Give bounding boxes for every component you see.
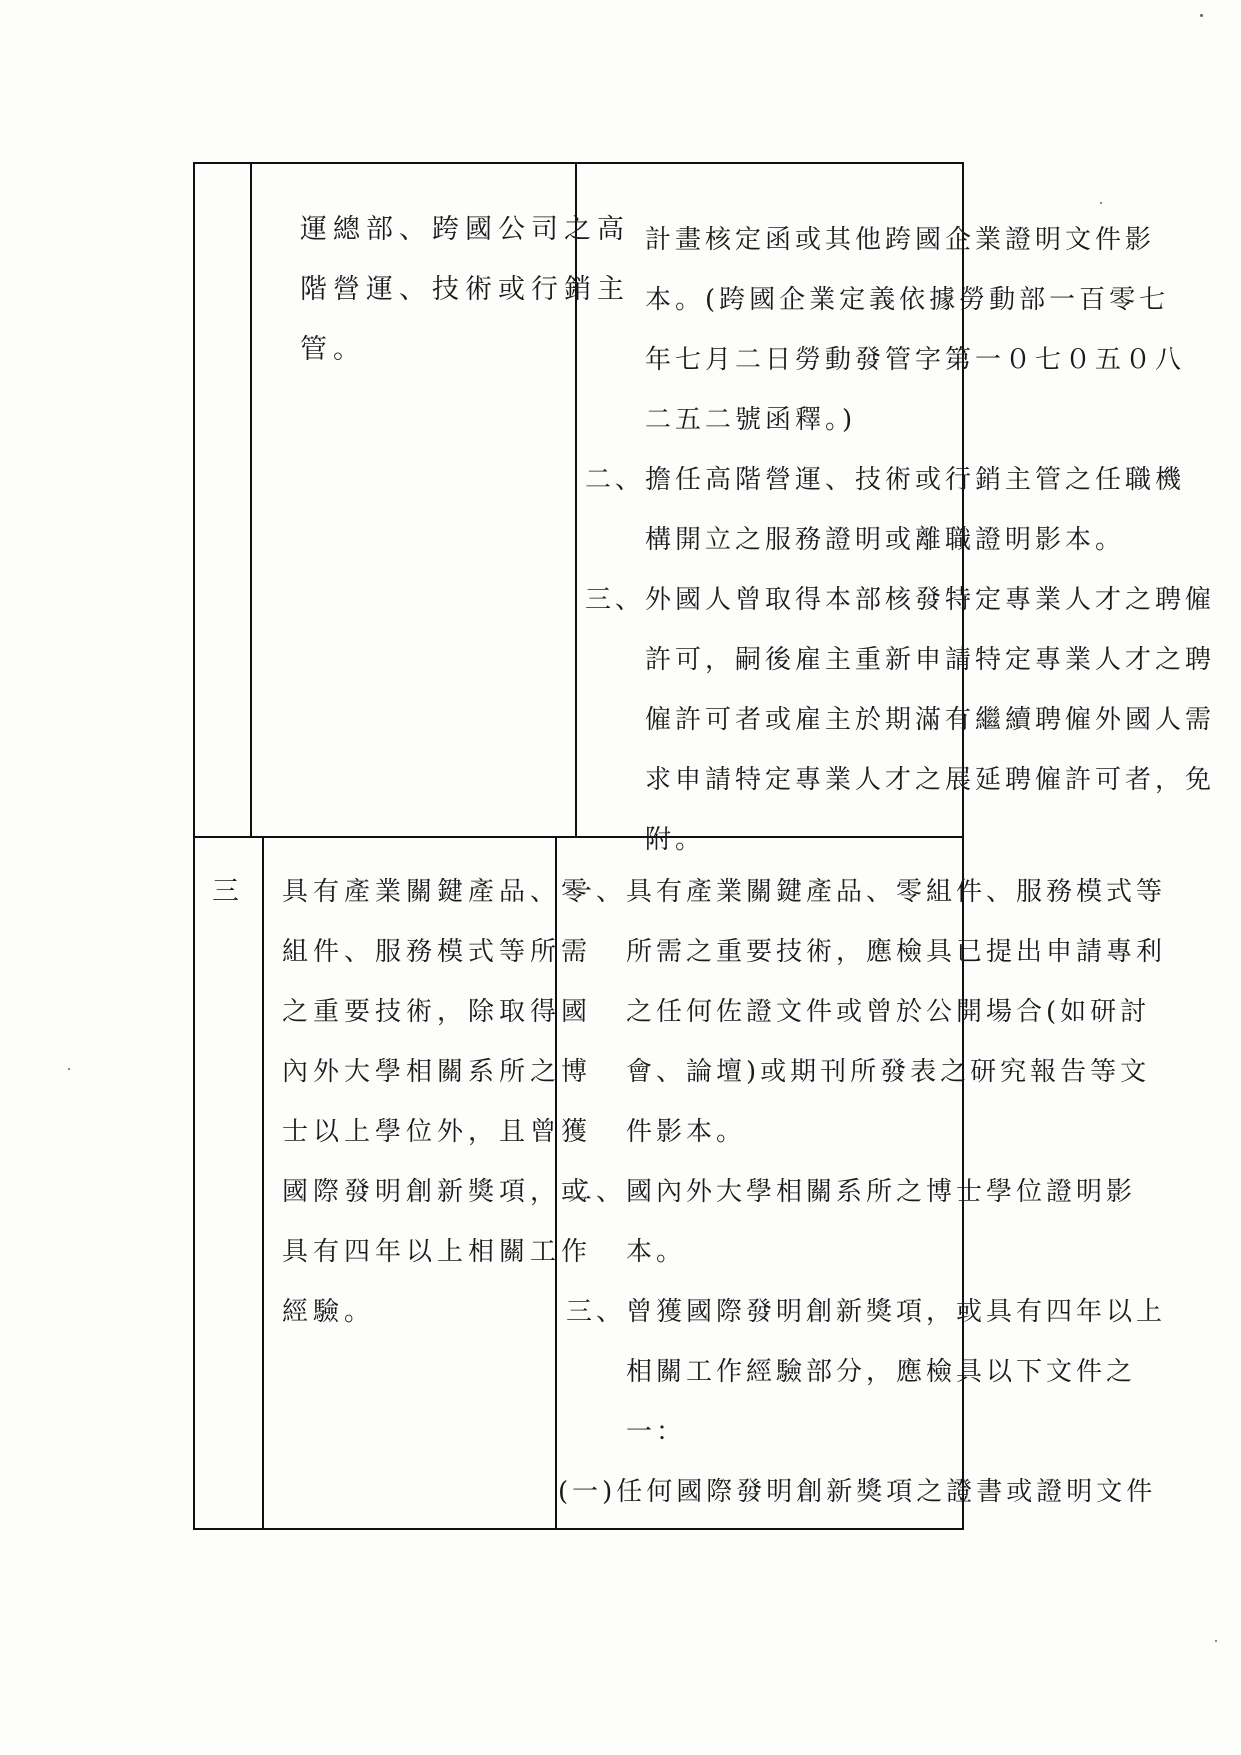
scan-speck [1215,1640,1217,1642]
documents-line: 件影本。 [566,1117,747,1147]
row-three-item-number: 三 [212,876,245,907]
criteria-line: 之重要技術，除取得國 [282,997,593,1027]
criteria-line: 運總部、跨國公司之高 [300,214,630,245]
documents-line: 求申請特定專業人才之展延聘僱許可者，免 [585,765,1216,795]
column-divider-1-upper [250,162,252,837]
scan-speck [1100,202,1102,204]
scan-speck [68,1068,70,1070]
criteria-line: 具有產業關鍵產品、零 [282,877,593,907]
criteria-line: 具有四年以上相關工作 [282,1237,593,1267]
row-three-criteria [282,862,592,1342]
documents-line: 僱許可者或雇主於期滿有繼續聘僱外國人需 [585,705,1216,735]
row-top-criteria [300,200,630,380]
column-divider-1-lower [262,836,264,1530]
documents-line: 所需之重要技術，應檢具已提出申請專利 [566,937,1167,967]
documents-line: 相關工作經驗部分，應檢具以下文件之 [566,1357,1137,1387]
documents-line: 年七月二日勞動發管字第一０七０五０八 [585,345,1186,375]
criteria-line: 階營運、技術或行銷主 [300,274,630,305]
row-three-documents [558,862,1167,1522]
criteria-line: 經驗。 [282,1297,376,1327]
documents-line: 構開立之服務證明或離職證明影本。 [585,525,1126,555]
documents-line: 一： [566,1417,687,1447]
documents-line: 附。 [585,825,706,855]
documents-line: 二、國內外大學相關系所之博士學位證明影 [566,1177,1137,1207]
criteria-line: 內外大學相關系所之博 [282,1057,593,1087]
documents-line: 會、論壇)或期刊所發表之研究報告等文 [566,1057,1151,1087]
documents-line: 許可，嗣後雇主重新申請特定專業人才之聘 [585,645,1216,675]
documents-line: 二、擔任高階營運、技術或行銷主管之任職機 [585,465,1186,495]
criteria-line: 管。 [300,334,366,365]
documents-line: 本。(跨國企業定義依據勞動部一百零七 [585,285,1170,315]
criteria-line: 組件、服務模式等所需 [282,937,593,967]
documents-line: 三、外國人曾取得本部核發特定專業人才之聘僱 [585,585,1216,615]
row-top-documents [585,210,1215,870]
documents-line: 三、曾獲國際發明創新獎項，或具有四年以上 [566,1297,1167,1327]
documents-line: (一)任何國際發明創新獎項之證書或證明文件 [558,1477,1157,1507]
criteria-line: 士以上學位外，且曾獲 [282,1117,593,1147]
documents-line: 計畫核定函或其他跨國企業證明文件影 [585,225,1156,255]
documents-line: 二五二號函釋。) [585,405,857,435]
documents-line: 之任何佐證文件或曾於公開場合(如研討 [566,997,1151,1027]
criteria-line: 國際發明創新獎項，或 [282,1177,593,1207]
documents-line: 一、具有產業關鍵產品、零組件、服務模式等 [566,877,1167,907]
scan-speck [1200,14,1203,17]
documents-line: 本。 [566,1237,687,1267]
